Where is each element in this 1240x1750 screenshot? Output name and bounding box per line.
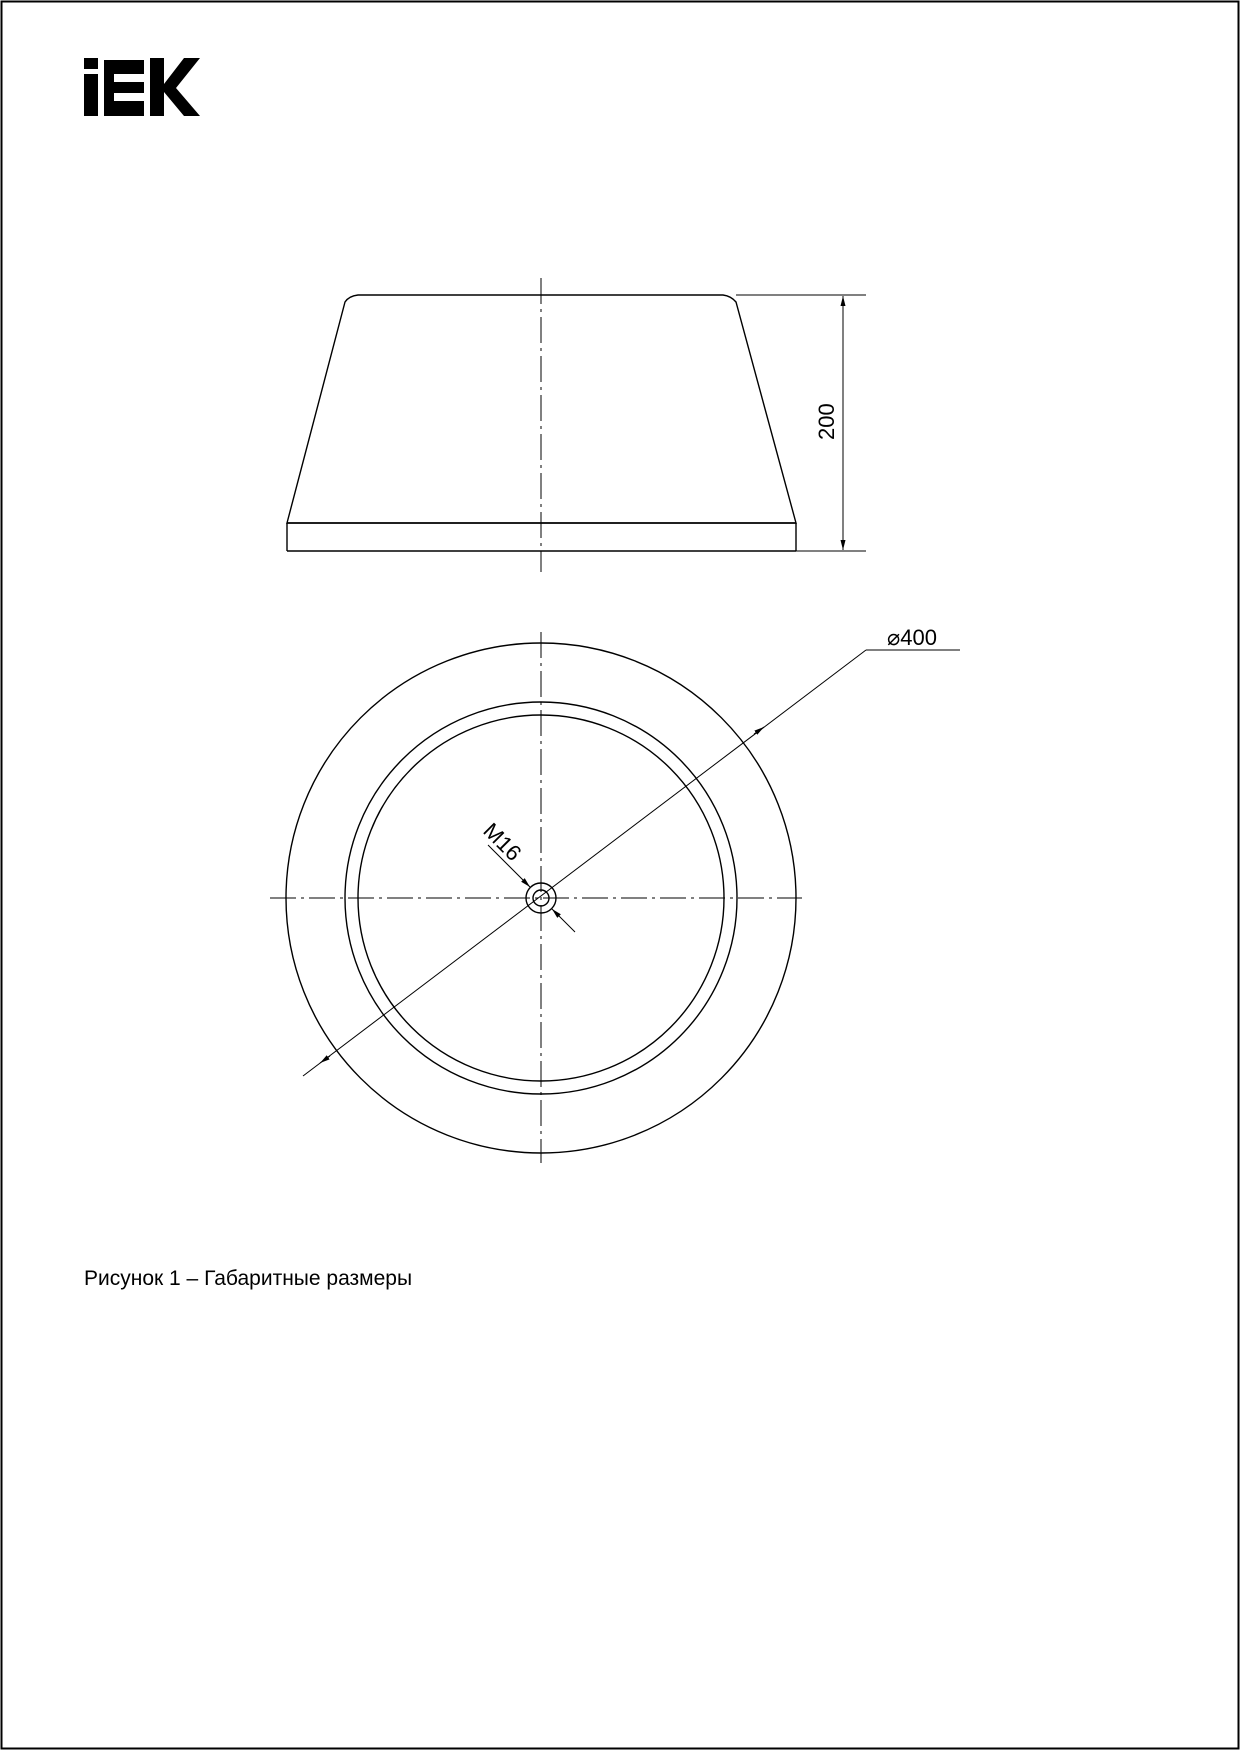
diameter-dimension-line <box>303 650 866 1076</box>
diameter-dimension-label: ⌀400 <box>887 625 937 650</box>
page-border <box>2 2 1239 1749</box>
side-view <box>287 278 866 572</box>
top-view <box>270 632 960 1163</box>
iek-logo <box>77 58 200 128</box>
thread-dimension-label: M16 <box>478 817 527 866</box>
height-dimension-label: 200 <box>814 403 839 440</box>
figure-caption: Рисунок 1 – Габаритные размеры <box>84 1267 413 1290</box>
